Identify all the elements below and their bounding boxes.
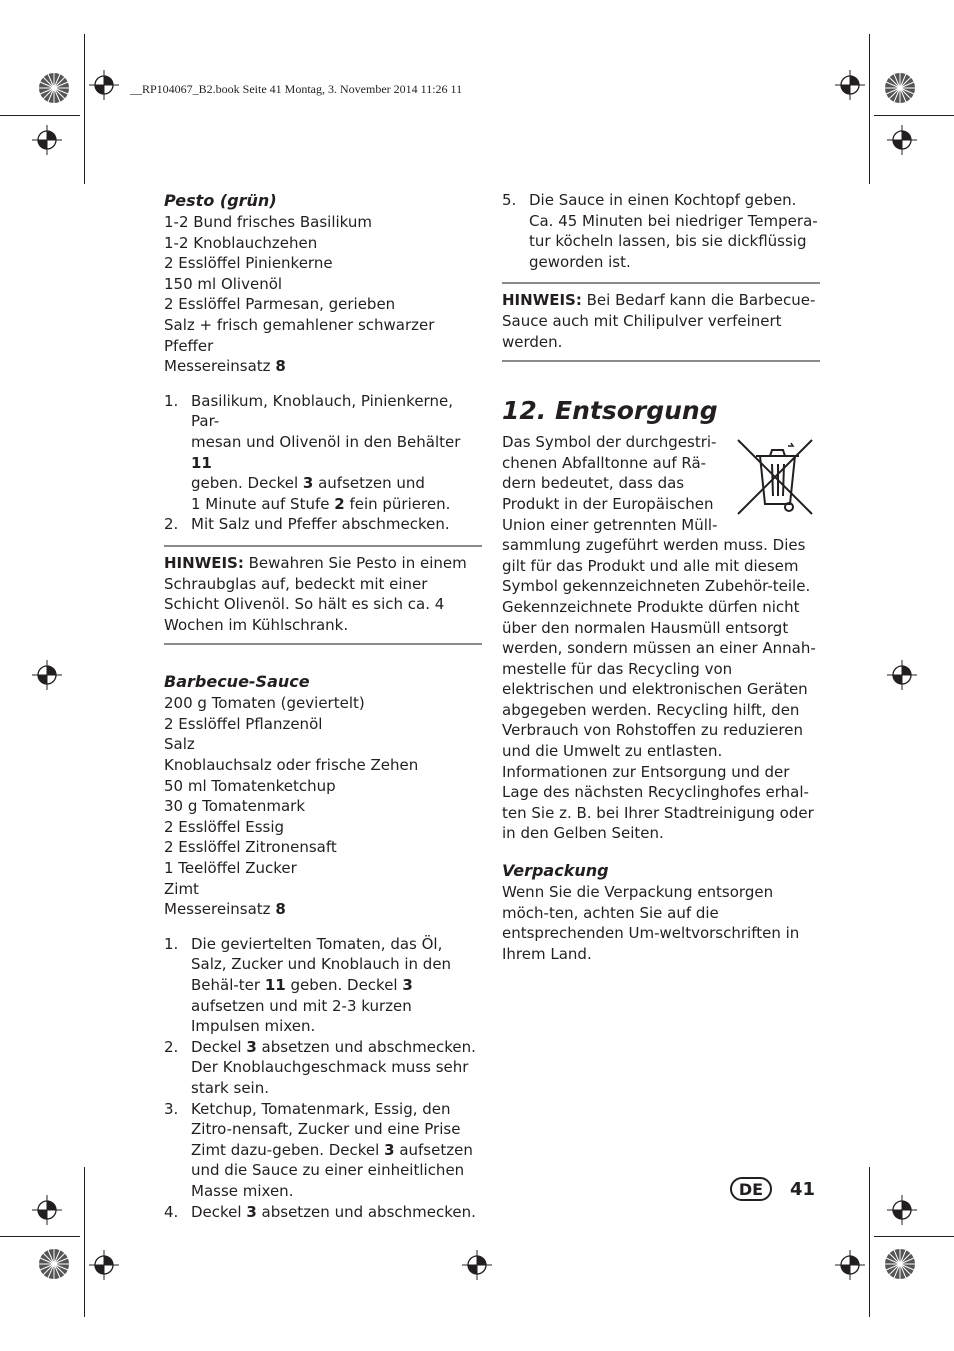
color-target-icon [884, 1248, 916, 1280]
step-text: Mit Salz und Pfeffer abschmecken. [191, 515, 450, 534]
ingredient: 2 Esslöffel Pinienkerne [164, 254, 333, 273]
packaging-heading: Verpackung [502, 861, 609, 881]
right-column [502, 190, 820, 964]
note-text: Bewahren Sie Pesto in einem Schraubglas auf, bedeckt mit einer Schicht Olivenöl. So hält es sich ca. 4 Wochen im Kühlschrank. [164, 553, 467, 634]
step-text: Die Sauce in einen Kochtopf geben. Ca. 45 Minuten bei niedriger Tempera-tur köcheln lassen, bis sie dickflüssig geworden ist. [529, 191, 818, 271]
step-number: 1. [164, 934, 179, 953]
crop-mark [869, 1167, 870, 1317]
insert-line [164, 899, 482, 920]
ingredient: Salz + frisch gemahlener schwarzer Pfeffer [164, 315, 435, 355]
bbq-steps [164, 934, 482, 1222]
insert-number: 8 [275, 357, 286, 376]
color-target-icon [38, 72, 70, 104]
insert-line [164, 356, 482, 377]
crop-mark [874, 115, 954, 116]
registration-mark-icon [32, 125, 62, 155]
registration-mark-icon [887, 1195, 917, 1225]
ingredient: 1-2 Bund frisches Basilikum [164, 213, 373, 231]
bbq-heading: Barbecue-Sauce [164, 672, 310, 692]
crop-mark [84, 34, 85, 184]
step-number: 1. [164, 391, 179, 410]
page-footer [730, 1177, 815, 1201]
ingredient: Salz [164, 735, 195, 754]
ingredient: 2 Esslöffel Essig [164, 817, 285, 836]
pesto-note [164, 545, 482, 645]
language-badge: DE [730, 1177, 772, 1201]
step-number: 2. [164, 1037, 179, 1056]
crop-mark [869, 34, 870, 184]
step-item [502, 190, 820, 272]
crop-mark [84, 1167, 85, 1317]
bbq-steps-continued [502, 190, 820, 272]
step-number: 3. [164, 1099, 179, 1118]
ingredient: Knoblauchsalz oder frische Zehen [164, 756, 419, 775]
note-label: HINWEIS: [502, 291, 582, 310]
note-label: HINWEIS: [164, 553, 244, 572]
ingredient: Zimt [164, 879, 199, 898]
insert-label: Messereinsatz [164, 900, 271, 919]
registration-mark-icon [89, 1250, 119, 1280]
section-title: 12. Entsorgung [502, 396, 718, 426]
step-item [164, 1037, 482, 1099]
step-number: 5. [502, 191, 517, 209]
disposal-block [502, 432, 820, 844]
step-item [164, 391, 482, 515]
ingredient: 150 ml Olivenöl [164, 274, 283, 293]
crossed-out-wheelie-bin-icon [732, 434, 816, 518]
step-text: Deckel 3 absetzen und abschmecken. Der Knoblauchgeschmack muss sehr stark sein. [191, 1037, 476, 1097]
page-number: 41 [790, 1178, 816, 1200]
step-text: Die geviertelten Tomaten, das Öl, Salz, Zucker und Knoblauch in den Behäl-ter 11 geben. Deckel 3 aufsetzen und mit 2-3 kurzen Impulsen mixen. [191, 934, 452, 1036]
step-text: Deckel 3 absetzen und abschmecken. [191, 1202, 476, 1221]
step-item [164, 1099, 482, 1202]
registration-mark-icon [89, 70, 119, 100]
ingredient: 50 ml Tomatenketchup [164, 776, 336, 795]
registration-mark-icon [887, 660, 917, 690]
crop-mark [0, 115, 80, 116]
step-item [164, 514, 482, 535]
disposal-text: Das Symbol der durchgestri-chenen Abfalltonne auf Rä-dern bedeutet, dass das Produkt in der Europäischen Union einer getrennten Müll-sammlung zugeführt werden muss. Dies gilt für das Produkt und alle mit diesem Symbol gekennzeichneten Zubehör-teile. Gekennzeichnete Produkte dürfen nicht über den normalen Hausmüll entsorgt werden, sondern müssen an einer Annah-mestelle für das Recycling von elektrischen und elektronischen Geräten abgegeben werden. Recycling hilft, den Verbrauch von Rohstoffen zu reduzieren und die Umwelt zu entlasten. Informationen zur Entsorgung und der Lage des nächsten Recyclinghofes erhal-ten Sie z. B. bei Ihrer Stadtreinigung oder in den Gelben Seiten. [502, 433, 816, 843]
color-target-icon [38, 1248, 70, 1280]
left-column [164, 190, 482, 1222]
ingredient: 2 Esslöffel Parmesan, gerieben [164, 295, 396, 314]
step-item [164, 1202, 482, 1223]
registration-mark-icon [32, 660, 62, 690]
packaging-text: Wenn Sie die Verpackung entsorgen möch-ten, achten Sie auf die entsprechenden Um-weltvorschriften in Ihrem Land. [502, 883, 800, 963]
ingredient: 1 Teelöffel Zucker [164, 859, 297, 878]
ingredient: 2 Esslöffel Zitronensaft [164, 838, 337, 857]
note-text: Bei Bedarf kann die Barbecue-Sauce auch mit Chilipulver verfeinert werden. [502, 291, 816, 351]
registration-mark-icon [32, 1195, 62, 1225]
file-info: __RP104067_B2.book Seite 41 Montag, 3. November 2014 11:26 11 [130, 82, 463, 96]
color-target-icon [884, 72, 916, 104]
registration-mark-icon [462, 1250, 492, 1280]
crop-mark [0, 1236, 80, 1237]
ingredient: 200 g Tomaten (geviertelt) [164, 694, 365, 713]
registration-mark-icon [887, 125, 917, 155]
step-number: 4. [164, 1202, 179, 1221]
step-item [164, 934, 482, 1037]
step-number: 2. [164, 515, 179, 534]
registration-mark-icon [835, 1250, 865, 1280]
step-text: Basilikum, Knoblauch, Pinienkerne, Par- mesan und Olivenöl in den Behälter 11 geben. Deckel 3 aufsetzen und 1 Minute auf Stufe 2 fein pürieren. [191, 391, 461, 513]
crop-mark [874, 1236, 954, 1237]
bbq-note [502, 282, 820, 362]
step-text: Ketchup, Tomatenmark, Essig, den Zitro-nensaft, Zucker und eine Prise Zimt dazu-geben. Deckel 3 aufsetzen und die Sauce zu einer einheitlichen Masse mixen. [191, 1099, 473, 1200]
insert-label: Messereinsatz [164, 357, 271, 376]
ingredient: 1-2 Knoblauchzehen [164, 233, 318, 252]
pesto-steps [164, 391, 482, 535]
registration-mark-icon [835, 70, 865, 100]
insert-number: 8 [275, 900, 286, 919]
pesto-heading: Pesto (grün) [164, 191, 277, 210]
ingredient: 2 Esslöffel Pflanzenöl [164, 714, 323, 733]
ingredient: 30 g Tomatenmark [164, 797, 306, 816]
